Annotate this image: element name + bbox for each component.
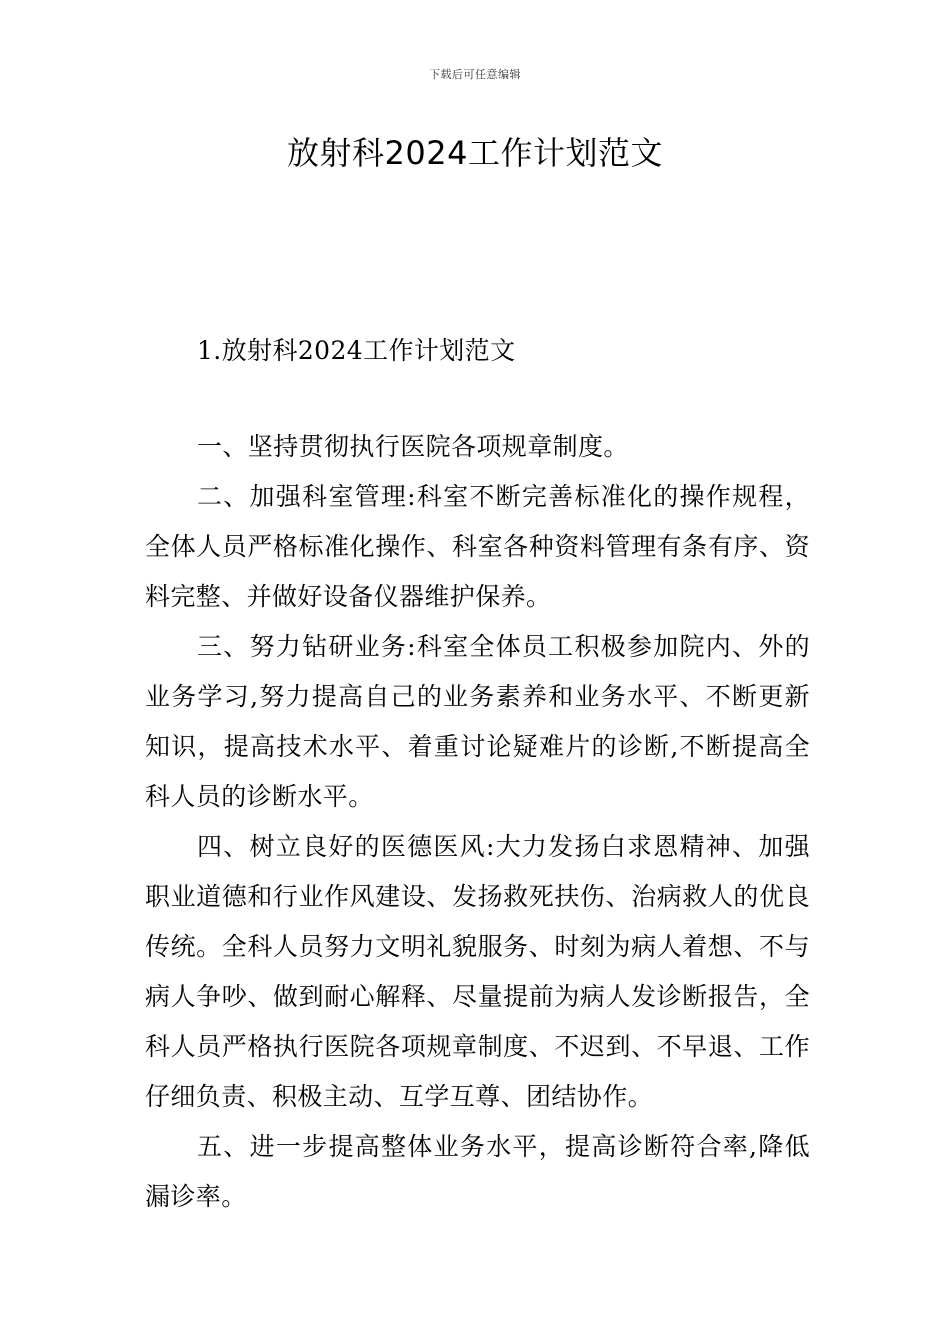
paragraph-5: 五、进一步提高整体业务水平，提高诊断符合率,降低漏诊率。 [145,1132,810,1211]
section-heading: 1.放射科2024工作计划范文 [197,336,516,365]
document-title: 放射科2024工作计划范文 [287,134,663,172]
paragraph-3: 三、努力钻研业务:科室全体员工积极参加院内、外的业务学习,努力提高自己的业务素养和业务水平、不断更新知识，提高技术水平、着重讨论疑难片的诊断,不断提高全科人员的诊断水平。 [145,632,810,811]
body-paragraphs [145,422,810,1222]
paragraph-1: 一、坚持贯彻执行医院各项规章制度。 [197,432,629,461]
header-note: 下载后可任意编辑 [429,68,521,81]
paragraph-2: 二、加强科室管理:科室不断完善标准化的操作规程，全体人员严格标准化操作、科室各种资料管理有条有序、资料完整、并做好设备仪器维护保养。 [145,482,810,611]
paragraph-4: 四、树立良好的医德医风:大力发扬白求恩精神、加强职业道德和行业作风建设、发扬救死扶伤、治病救人的优良传统。全科人员努力文明礼貌服务、时刻为病人着想、不与病人争吵、做到耐心解释、尽量提前为病人发诊断报告，全科人员严格执行医院各项规章制度、不迟到、不早退、工作仔细负责、积极主动、互学互尊、团结协作。 [145,832,810,1111]
